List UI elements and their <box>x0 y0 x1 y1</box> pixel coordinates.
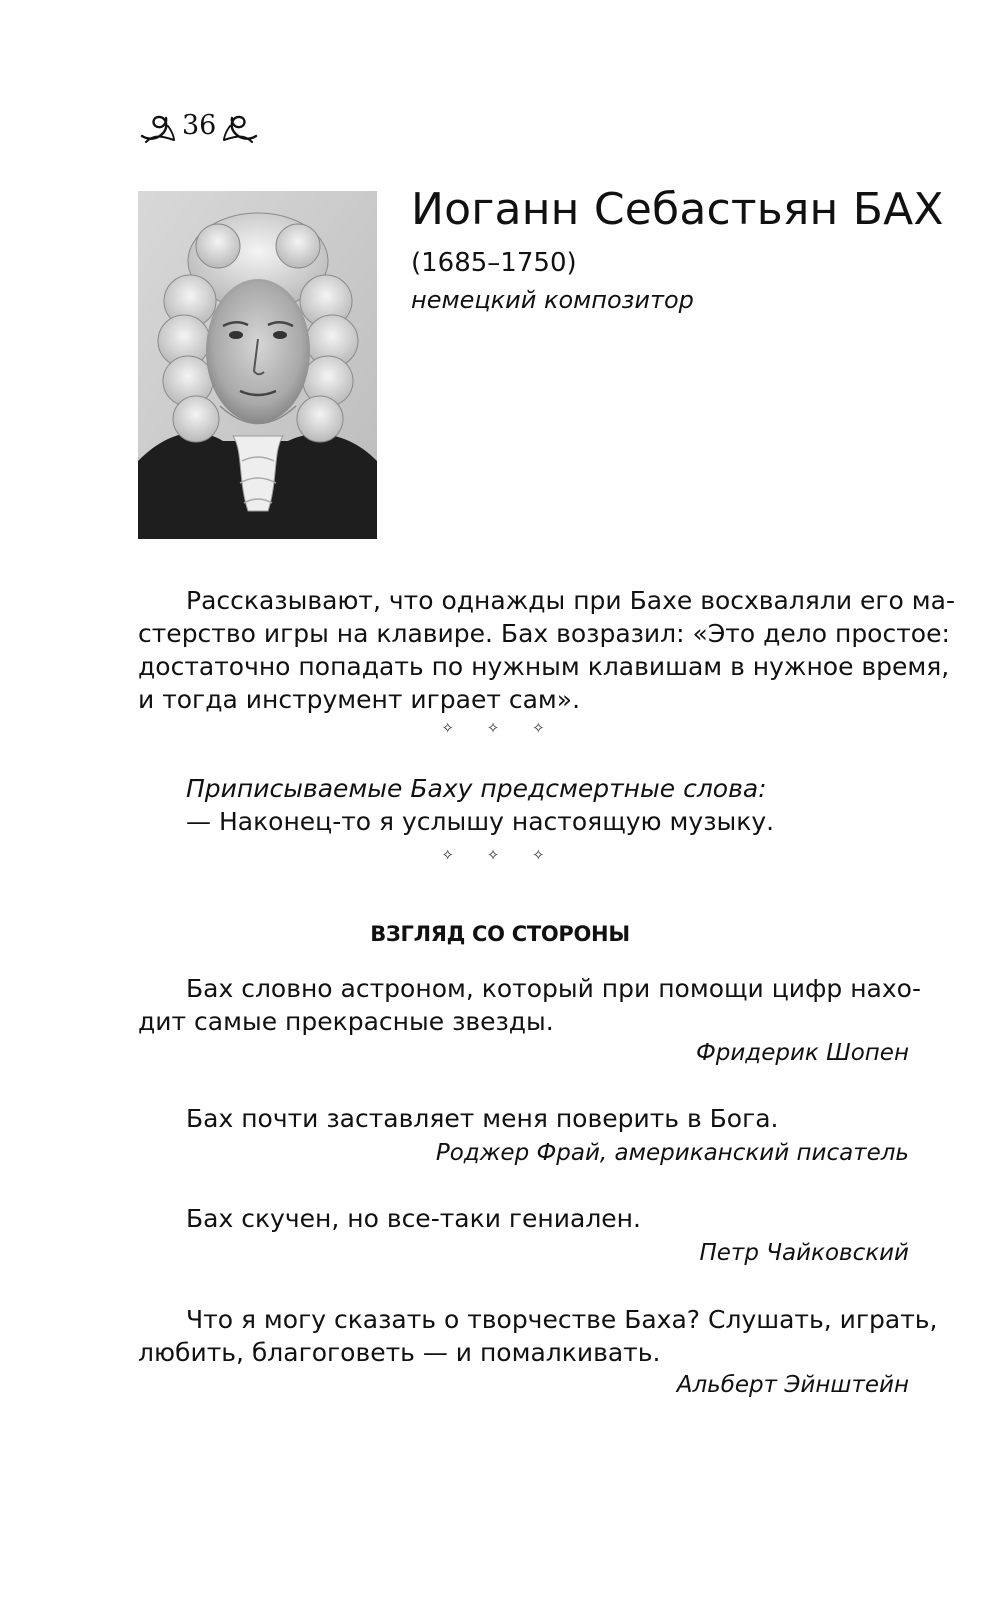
last-words-quote: — Наконец-то я услышу настоящую музыку. <box>186 807 775 836</box>
left-ornament-icon <box>138 106 178 146</box>
quote-block <box>138 972 921 1038</box>
last-words-paragraph <box>138 772 909 838</box>
separator-stars: ✧ ✧ ✧ <box>441 846 559 864</box>
quote-block <box>138 1202 909 1235</box>
quote-block <box>138 1303 938 1369</box>
text-line: Рассказывают, что однажды при Бахе восхваляли его ма- <box>186 586 955 615</box>
text-line: любить, благоговеть — и помалкивать. <box>138 1338 661 1367</box>
portrait-image <box>138 191 377 539</box>
text-line: Бах словно астроном, который при помощи цифр нахо- <box>186 974 921 1003</box>
quote-author: Петр Чайковский <box>699 1240 909 1266</box>
quote-author: Альберт Эйнштейн <box>676 1372 909 1398</box>
page-number: 36 <box>182 110 217 141</box>
right-ornament-icon <box>220 106 260 146</box>
person-name: Иоганн Себастьян БАХ <box>411 184 944 235</box>
quote-author: Фридерик Шопен <box>695 1040 909 1066</box>
section-heading: ВЗГЛЯД СО СТОРОНЫ <box>370 922 630 946</box>
last-words-intro: Приписываемые Баху предсмертные слова: <box>186 774 767 803</box>
page-number-block <box>138 106 260 146</box>
text-line: и тогда инструмент играет сам». <box>138 685 581 714</box>
separator-stars: ✧ ✧ ✧ <box>441 719 559 737</box>
text-line: стерство игры на клавире. Бах возразил: «Это дело простое: <box>138 619 950 648</box>
text-line: Бах почти заставляет меня поверить в Бога. <box>186 1104 779 1133</box>
text-line: Что я могу сказать о творчестве Баха? Слушать, играть, <box>186 1305 938 1334</box>
quote-block <box>138 1102 909 1135</box>
person-years: (1685–1750) <box>411 248 577 278</box>
person-description: немецкий композитор <box>411 286 694 314</box>
quote-author: Роджер Фрай, американский писатель <box>435 1140 909 1166</box>
text-line: дит самые прекрасные звезды. <box>138 1007 554 1036</box>
text-line: достаточно попадать по нужным клавишам в нужное время, <box>138 652 950 681</box>
text-line: Бах скучен, но все-таки гениален. <box>186 1204 641 1233</box>
anecdote-paragraph <box>138 584 955 716</box>
